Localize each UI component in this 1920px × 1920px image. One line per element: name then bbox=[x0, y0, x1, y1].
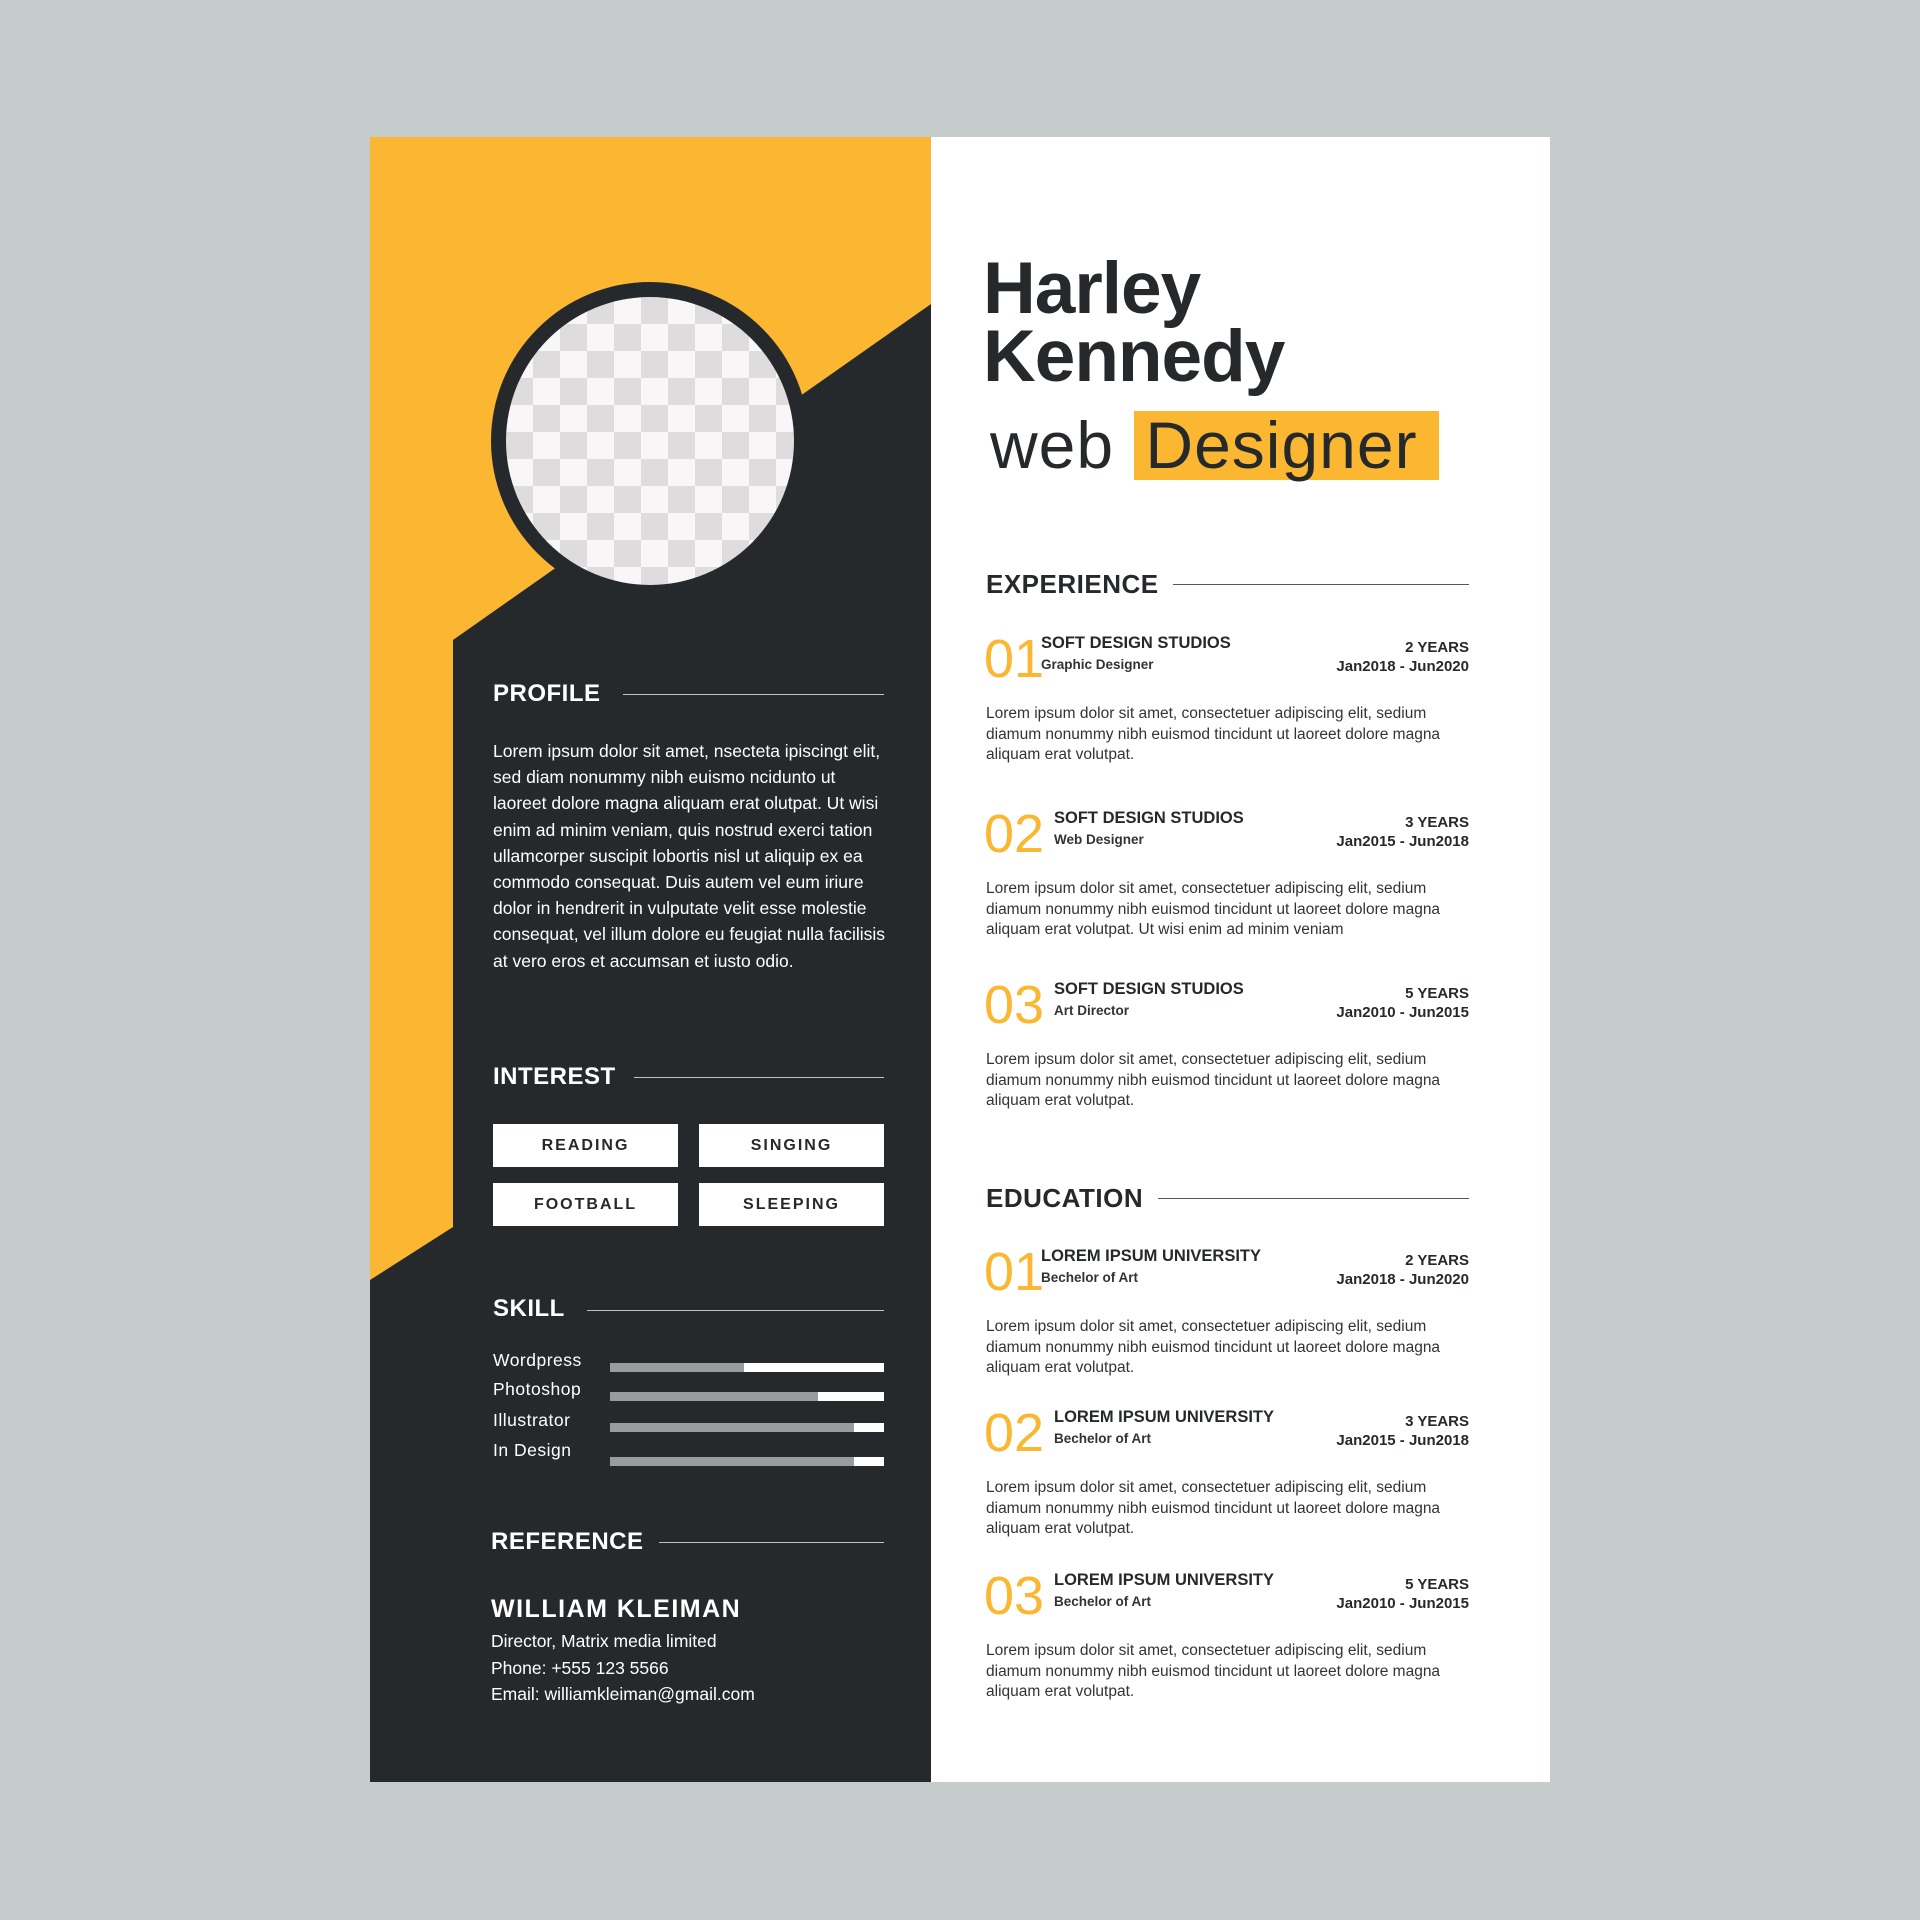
entry-duration bbox=[1336, 1251, 1469, 1289]
profile-text: Lorem ipsum dolor sit amet, nsecteta ipiscingt elit, sed diam nonummy nibh euismo ncidunto ut laoreet dolore magna aliquam erat olutpat. Ut wisi enim ad minim veniam, quis nostrud exerci tation ullamcorper suscipit lobortis nisl ut aliquip ex ea commodo consequat. Duis autem vel eum iriure dolor in hendrerit in vulputate velit esse molestie consequat, vel illum dolore eu feugiat nulla facilisis at vero eros et accumsan et iusto odio. bbox=[493, 741, 886, 971]
reference-email[interactable]: Email: williamkleiman@gmail.com bbox=[491, 1684, 755, 1704]
entry-description: Lorem ipsum dolor sit amet, consectetuer adipiscing elit, sedium diamum nonummy nibh euismod tincidunt ut laoreet dolore magna aliquam erat volutpat. bbox=[986, 1479, 1441, 1537]
entry-description: Lorem ipsum dolor sit amet, consectetuer adipiscing elit, sedium diamum nonummy nibh euismod tincidunt ut laoreet dolore magna aliquam erat volutpat. Ut wisi enim ad minim veniam bbox=[986, 880, 1441, 938]
entry-description: Lorem ipsum dolor sit amet, consectetuer adipiscing elit, sedium diamum nonummy nibh euismod tincidunt ut laoreet dolore magna aliquam erat volutpat. bbox=[986, 1051, 1441, 1109]
entry-dates: Jan2010 - Jun2015 bbox=[1336, 1595, 1469, 1612]
entry-duration bbox=[1336, 638, 1469, 676]
entry-years: 3 YEARS bbox=[1405, 1413, 1469, 1430]
entry-duration bbox=[1336, 1575, 1469, 1613]
divider bbox=[1158, 1198, 1469, 1199]
interest-heading: INTEREST bbox=[493, 1063, 616, 1090]
entry-org: SOFT DESIGN STUDIOS bbox=[1054, 809, 1244, 827]
last-name: Kennedy bbox=[983, 316, 1285, 397]
interest-tag: SINGING bbox=[699, 1124, 884, 1167]
skill-bar bbox=[610, 1423, 884, 1432]
divider bbox=[1173, 584, 1469, 585]
entry-org: LOREM IPSUM UNIVERSITY bbox=[1054, 1571, 1275, 1589]
skill-bar-fill bbox=[610, 1392, 818, 1401]
reference-name: WILLIAM KLEIMAN bbox=[491, 1595, 742, 1623]
profile-heading: PROFILE bbox=[493, 680, 601, 707]
entry-years: 5 YEARS bbox=[1405, 1576, 1469, 1593]
entry-dates: Jan2010 - Jun2015 bbox=[1336, 1004, 1469, 1021]
entry-duration bbox=[1336, 813, 1469, 851]
entry-role: Bechelor of Art bbox=[1054, 1431, 1152, 1446]
interest-tag: SLEEPING bbox=[699, 1183, 884, 1226]
entry-number: 01 bbox=[984, 1242, 1045, 1302]
entry-description: Lorem ipsum dolor sit amet, consectetuer adipiscing elit, sedium diamum nonummy nibh euismod tincidunt ut laoreet dolore magna aliquam erat volutpat. bbox=[986, 1318, 1441, 1376]
skill-heading: SKILL bbox=[493, 1295, 565, 1322]
entry-years: 5 YEARS bbox=[1405, 985, 1469, 1002]
divider bbox=[623, 694, 884, 695]
reference-role: Director, Matrix media limited bbox=[491, 1631, 717, 1651]
entry-description: Lorem ipsum dolor sit amet, consectetuer adipiscing elit, sedium diamum nonummy nibh euismod tincidunt ut laoreet dolore magna aliquam erat volutpat. bbox=[986, 1642, 1441, 1700]
skill-bar bbox=[610, 1457, 884, 1466]
entry-number: 02 bbox=[984, 804, 1045, 864]
entry-role: Web Designer bbox=[1054, 832, 1144, 847]
entry-org: SOFT DESIGN STUDIOS bbox=[1041, 634, 1231, 652]
experience-heading: EXPERIENCE bbox=[986, 569, 1159, 599]
entry-dates: Jan2015 - Jun2018 bbox=[1336, 833, 1469, 850]
entry-role: Graphic Designer bbox=[1041, 657, 1154, 672]
skill-name: Wordpress bbox=[493, 1350, 582, 1370]
entry-role: Art Director bbox=[1054, 1003, 1130, 1018]
skill-bar-fill bbox=[610, 1423, 854, 1432]
entry-role: Bechelor of Art bbox=[1041, 1270, 1139, 1285]
education-heading: EDUCATION bbox=[986, 1183, 1144, 1213]
reference-heading: REFERENCE bbox=[491, 1528, 644, 1555]
photo-placeholder[interactable] bbox=[506, 297, 794, 585]
divider bbox=[587, 1310, 884, 1311]
title-word-web: web bbox=[990, 408, 1115, 482]
entry-dates: Jan2018 - Jun2020 bbox=[1336, 658, 1469, 675]
entry-org: SOFT DESIGN STUDIOS bbox=[1054, 980, 1244, 998]
entry-years: 3 YEARS bbox=[1405, 814, 1469, 831]
entry-duration bbox=[1336, 984, 1469, 1022]
skill-bar bbox=[610, 1363, 884, 1372]
reference-phone: Phone: +555 123 5566 bbox=[491, 1657, 669, 1678]
divider bbox=[659, 1542, 884, 1543]
entry-number: 03 bbox=[984, 975, 1045, 1035]
skill-name: In Design bbox=[493, 1440, 572, 1460]
skill-bar-fill bbox=[610, 1457, 854, 1466]
interest-tag: FOOTBALL bbox=[493, 1183, 678, 1226]
skill-bar bbox=[610, 1392, 884, 1401]
skill-name: Photoshop bbox=[493, 1379, 582, 1399]
interest-tag: READING bbox=[493, 1124, 678, 1167]
skill-name: Illustrator bbox=[493, 1410, 571, 1430]
skill-bar-fill bbox=[610, 1363, 744, 1372]
entry-dates: Jan2015 - Jun2018 bbox=[1336, 1432, 1469, 1449]
entry-number: 01 bbox=[984, 629, 1045, 689]
entry-org: LOREM IPSUM UNIVERSITY bbox=[1054, 1408, 1275, 1426]
first-name: Harley bbox=[983, 248, 1201, 329]
title-word-designer: Designer bbox=[1145, 408, 1418, 482]
entry-role: Bechelor of Art bbox=[1054, 1594, 1152, 1609]
entry-years: 2 YEARS bbox=[1405, 639, 1469, 656]
entry-org: LOREM IPSUM UNIVERSITY bbox=[1041, 1247, 1262, 1265]
entry-number: 02 bbox=[984, 1403, 1045, 1463]
entry-years: 2 YEARS bbox=[1405, 1252, 1469, 1269]
entry-dates: Jan2018 - Jun2020 bbox=[1336, 1271, 1469, 1288]
divider bbox=[634, 1077, 884, 1078]
entry-duration bbox=[1336, 1412, 1469, 1450]
entry-description: Lorem ipsum dolor sit amet, consectetuer adipiscing elit, sedium diamum nonummy nibh euismod tincidunt ut laoreet dolore magna aliquam erat volutpat. bbox=[986, 705, 1441, 763]
entry-number: 03 bbox=[984, 1566, 1045, 1626]
